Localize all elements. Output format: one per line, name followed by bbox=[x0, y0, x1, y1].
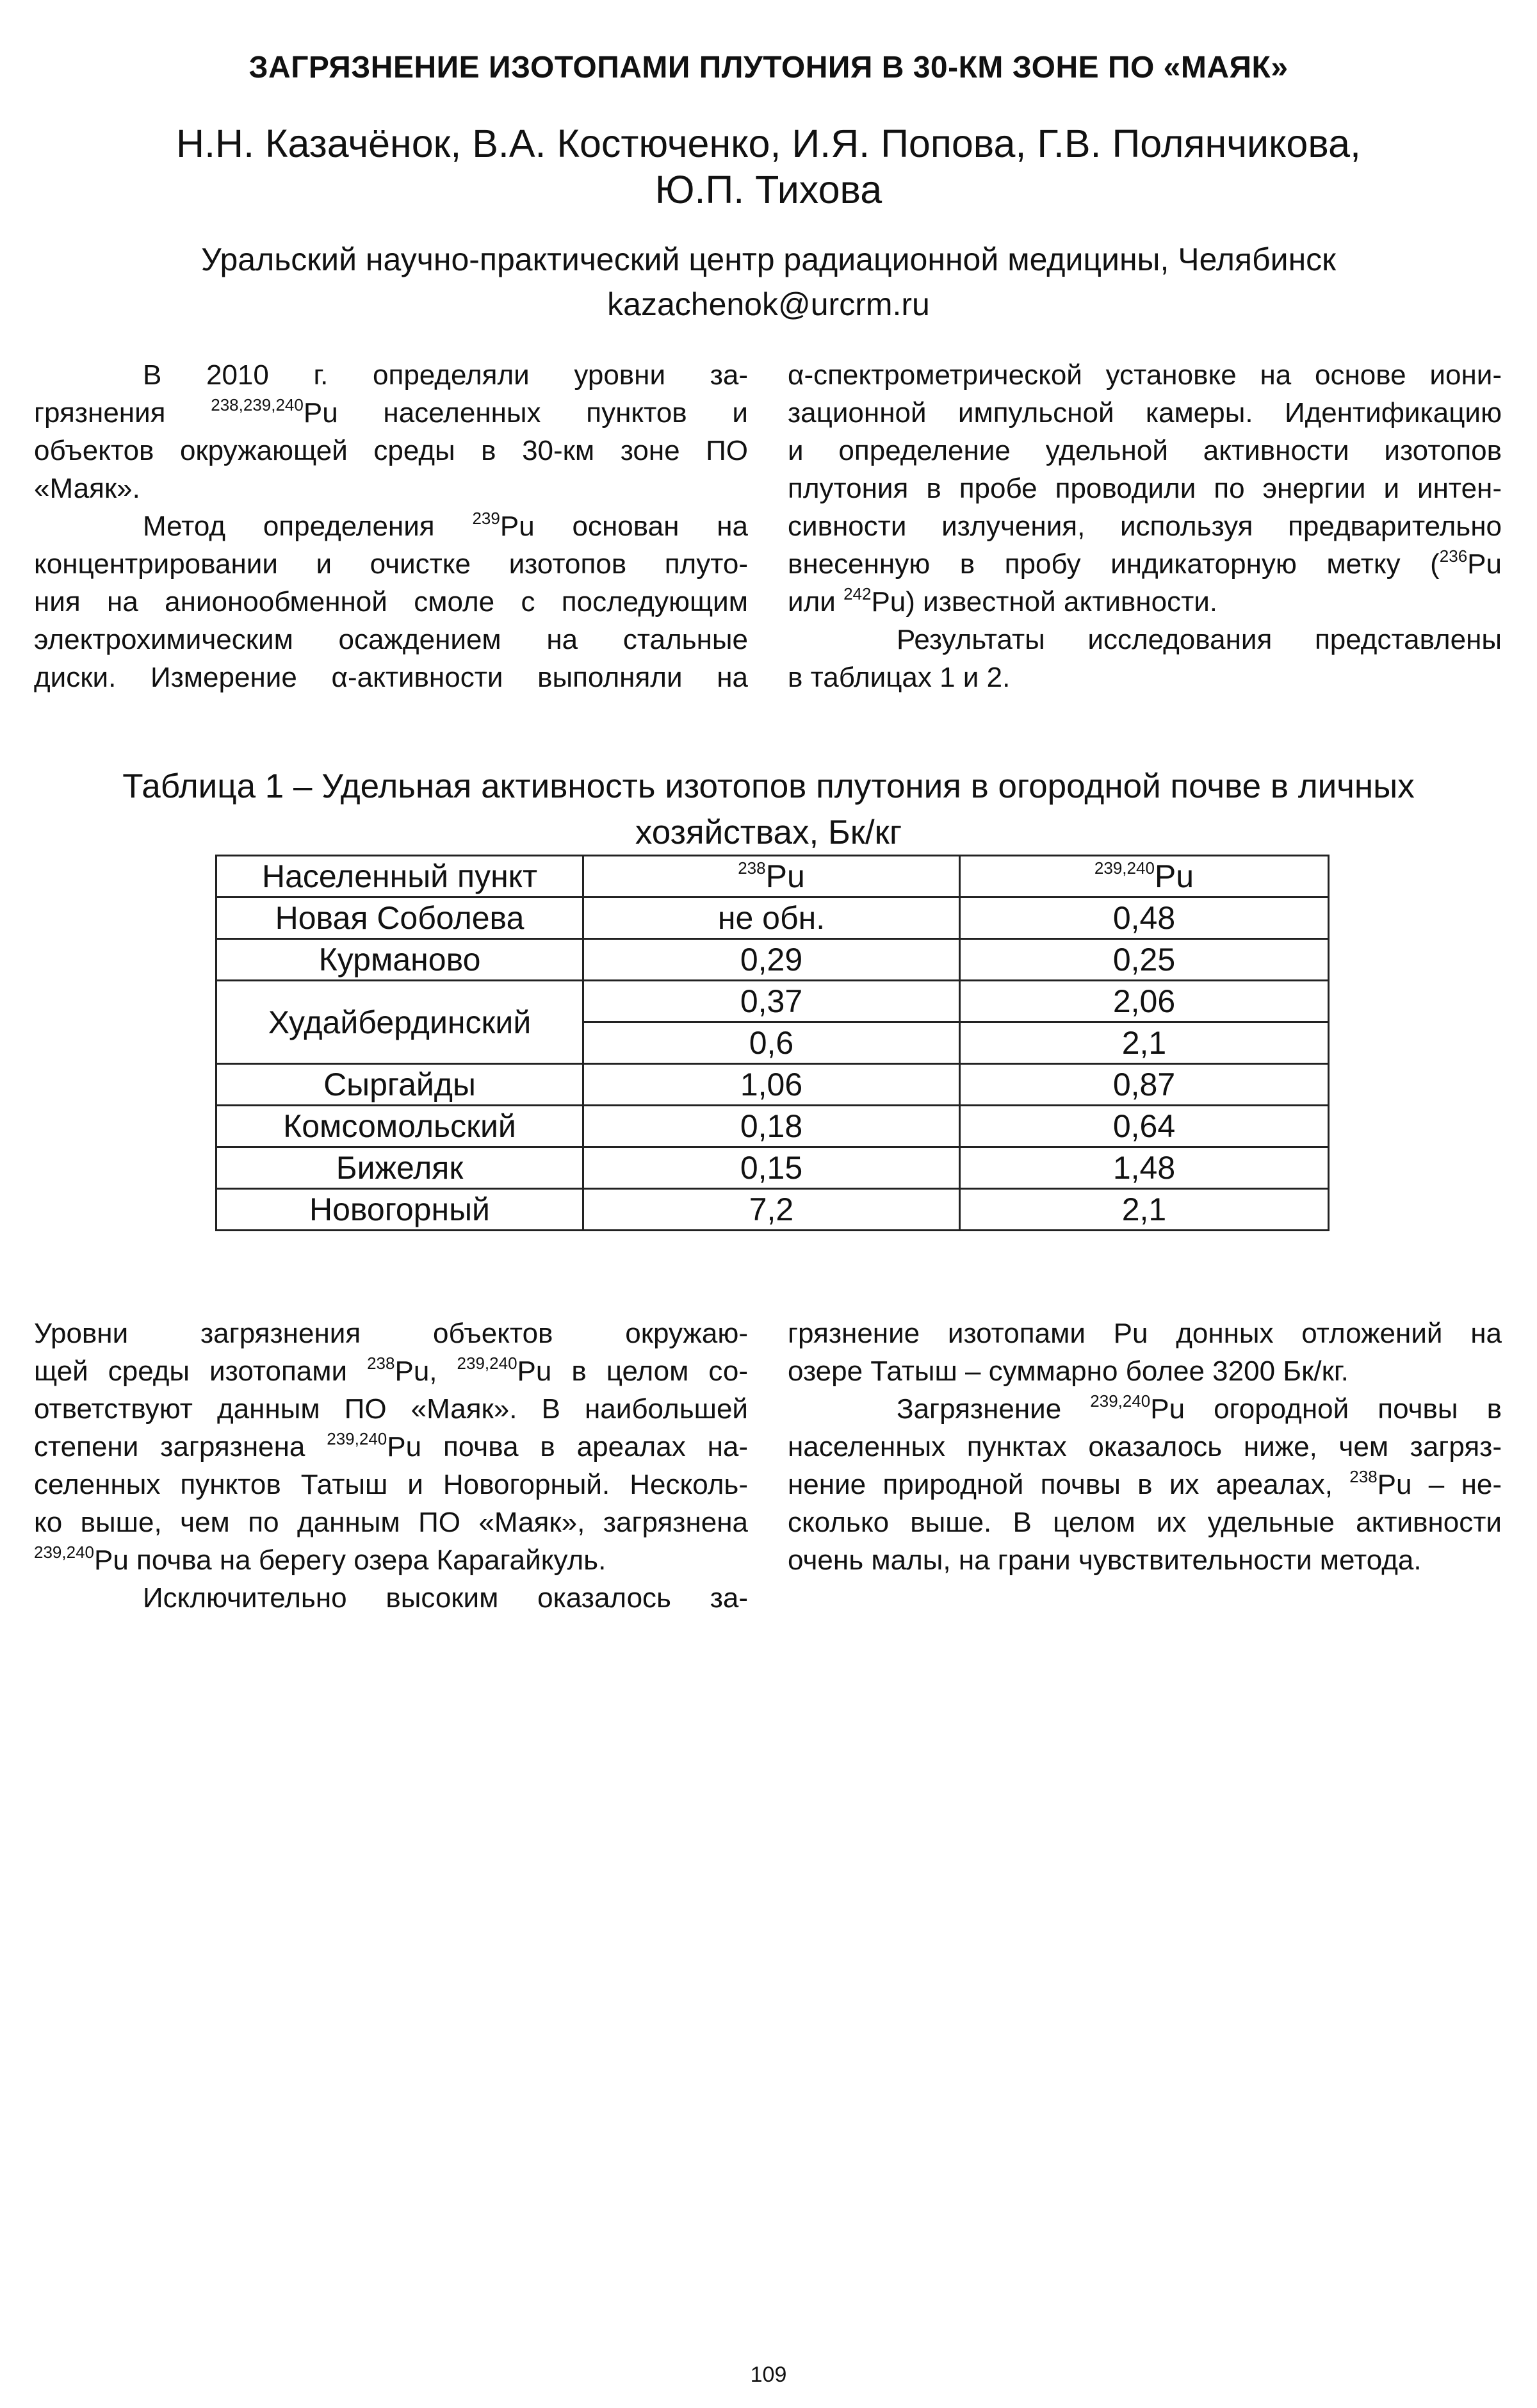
text-line bbox=[34, 1466, 748, 1503]
text-segment: Pu почва на берегу озера Карагайкуль. bbox=[94, 1544, 606, 1576]
pu238-value: 0,15 bbox=[583, 1147, 960, 1189]
text-line bbox=[788, 1541, 1502, 1579]
table-row bbox=[216, 1064, 1329, 1106]
text-segment: Исключительно высоким оказалось за- bbox=[143, 1582, 748, 1614]
text-line bbox=[788, 621, 1502, 659]
text-segment: в таблицах 1 и 2. bbox=[788, 662, 1011, 693]
isotope-superscript: 238 bbox=[738, 858, 766, 878]
text-segment: сивности излучения, используя предварительно bbox=[788, 511, 1502, 542]
header-settlement: Населенный пункт bbox=[216, 856, 583, 897]
table-row bbox=[216, 939, 1329, 981]
text-segment: Pu) известной активности. bbox=[871, 586, 1218, 618]
text-segment: Pu – не- bbox=[1377, 1469, 1502, 1500]
affiliation-name: Уральский научно-практический центр радиационной медицины, Челябинск bbox=[200, 242, 1337, 277]
text-segment: Pu основан на bbox=[500, 511, 748, 542]
results-left-column bbox=[34, 1315, 748, 1617]
text-line bbox=[788, 356, 1502, 394]
text-line bbox=[34, 583, 748, 621]
table-header-row bbox=[216, 856, 1329, 897]
authors-line: Н.Н. Казачёнок, В.А. Костюченко, И.Я. Попова, Г.В. Полянчикова, bbox=[176, 122, 1361, 165]
text-line bbox=[34, 1503, 748, 1541]
text-segment: нение природной почвы в их ареалах, bbox=[788, 1469, 1350, 1500]
text-segment: Pu, bbox=[394, 1356, 457, 1387]
author-email[interactable]: kazachenok@urcrm.ru bbox=[607, 286, 930, 322]
element-symbol: Pu bbox=[1154, 858, 1194, 894]
text-line bbox=[788, 1503, 1502, 1541]
text-line bbox=[788, 1352, 1502, 1390]
text-segment: электрохимическим осаждением на стальные bbox=[34, 624, 748, 655]
pu238-value: 0,29 bbox=[583, 939, 960, 981]
isotope-superscript: 238 bbox=[367, 1354, 395, 1373]
isotope-superscript: 242 bbox=[843, 584, 872, 603]
text-segment: населенных пунктах оказалось ниже, чем загряз- bbox=[788, 1431, 1502, 1462]
text-segment: плутония в пробе проводили по энергии и интен- bbox=[788, 473, 1502, 504]
text-line bbox=[34, 394, 748, 432]
table-caption-line: хозяйствах, Бк/кг bbox=[635, 814, 902, 851]
text-segment: грязнение изотопами Pu донных отложений на bbox=[788, 1318, 1502, 1349]
text-line bbox=[788, 507, 1502, 545]
text-segment: селенных пунктов Татыш и Новогорный. Несколь- bbox=[34, 1469, 748, 1500]
text-segment: Результаты исследования представлены bbox=[897, 624, 1502, 655]
text-segment: Pu в целом со- bbox=[517, 1356, 748, 1387]
plutonium-activity-table bbox=[215, 855, 1330, 1231]
text-line bbox=[788, 659, 1502, 696]
text-segment: концентрировании и очистке изотопов плуто- bbox=[34, 548, 748, 580]
pu239-240-value: 2,1 bbox=[960, 1022, 1329, 1064]
isotope-superscript: 239,240 bbox=[457, 1354, 517, 1373]
text-segment: Pu огородной почвы в bbox=[1150, 1393, 1502, 1425]
settlement-name: Курманово bbox=[216, 939, 583, 981]
text-line bbox=[34, 356, 748, 394]
text-segment: ко выше, чем по данным ПО «Маяк», загрязнена bbox=[34, 1507, 748, 1538]
text-line bbox=[788, 1428, 1502, 1466]
pu239-240-value: 0,48 bbox=[960, 897, 1329, 939]
text-segment: Pu населенных пунктов и bbox=[303, 397, 748, 429]
pu238-value: 0,6 bbox=[583, 1022, 960, 1064]
results-right-column bbox=[788, 1315, 1502, 1579]
text-segment: «Маяк». bbox=[34, 473, 140, 504]
text-line bbox=[788, 432, 1502, 470]
pu239-240-value: 0,64 bbox=[960, 1106, 1329, 1147]
text-line bbox=[34, 1352, 748, 1390]
text-segment: грязнения bbox=[34, 397, 211, 429]
pu238-value: не обн. bbox=[583, 897, 960, 939]
isotope-superscript: 239,240 bbox=[1090, 1391, 1151, 1411]
intro-right-column bbox=[788, 356, 1502, 696]
text-segment: Уровни загрязнения объектов окружаю- bbox=[34, 1318, 748, 1349]
authors-line: Ю.П. Тихова bbox=[655, 168, 882, 211]
isotope-superscript: 238 bbox=[1349, 1467, 1378, 1486]
text-segment: сколько выше. В целом их удельные активности bbox=[788, 1507, 1502, 1538]
pu238-value: 7,2 bbox=[583, 1189, 960, 1231]
table-row bbox=[216, 897, 1329, 939]
pu239-240-value: 0,25 bbox=[960, 939, 1329, 981]
pu239-240-value: 1,48 bbox=[960, 1147, 1329, 1189]
isotope-superscript: 236 bbox=[1439, 546, 1468, 566]
page-number: 109 bbox=[750, 2363, 787, 2387]
text-line bbox=[34, 507, 748, 545]
table-row bbox=[216, 1189, 1329, 1231]
text-segment: диски. Измерение α-активности выполняли на bbox=[34, 662, 748, 693]
pu238-value: 1,06 bbox=[583, 1064, 960, 1106]
text-line bbox=[788, 545, 1502, 583]
article-title: ЗАГРЯЗНЕНИЕ ИЗОТОПАМИ ПЛУТОНИЯ В 30-КМ ЗОНЕ ПО «МАЯК» bbox=[248, 51, 1289, 85]
text-segment: зационной импульсной камеры. Идентификацию bbox=[788, 397, 1502, 429]
table-caption-line: Таблица 1 – Удельная активность изотопов плутония в огородной почве в личных bbox=[122, 767, 1415, 805]
text-segment: и определение удельной активности изотопов bbox=[788, 435, 1502, 466]
isotope-superscript: 239,240 bbox=[327, 1429, 387, 1448]
text-line bbox=[788, 1315, 1502, 1352]
text-segment: внесенную в пробу индикаторную метку ( bbox=[788, 548, 1440, 580]
settlement-name: Комсомольский bbox=[216, 1106, 583, 1147]
settlement-name: Сыргайды bbox=[216, 1064, 583, 1106]
text-segment: В 2010 г. определяли уровни за- bbox=[143, 359, 748, 391]
text-line bbox=[34, 1541, 748, 1579]
isotope-superscript: 239,240 bbox=[34, 1543, 94, 1562]
text-segment: Pu почва в ареалах на- bbox=[387, 1431, 748, 1462]
text-line bbox=[34, 1428, 748, 1466]
settlement-name: Новогорный bbox=[216, 1189, 583, 1231]
text-segment: объектов окружающей среды в 30-км зоне ПО bbox=[34, 435, 748, 466]
text-segment: щей среды изотопами bbox=[34, 1356, 368, 1387]
intro-left-column bbox=[34, 356, 748, 696]
text-line bbox=[788, 583, 1502, 621]
pu239-240-value: 2,1 bbox=[960, 1189, 1329, 1231]
settlement-name: Худайбердинский bbox=[216, 981, 583, 1064]
table-body bbox=[216, 897, 1329, 1231]
text-line bbox=[788, 1466, 1502, 1503]
authors bbox=[0, 120, 1537, 213]
text-segment: α-спектрометрической установке на основе иони- bbox=[788, 359, 1502, 391]
isotope-superscript: 238,239,240 bbox=[211, 395, 304, 414]
header-pu239-240 bbox=[960, 856, 1329, 897]
text-line bbox=[34, 432, 748, 470]
pu238-value: 0,18 bbox=[583, 1106, 960, 1147]
text-line bbox=[34, 659, 748, 696]
text-line bbox=[34, 545, 748, 583]
header-pu238 bbox=[583, 856, 960, 897]
table-row bbox=[216, 1106, 1329, 1147]
element-symbol: Pu bbox=[765, 858, 805, 894]
text-segment: очень малы, на грани чувствительности метода. bbox=[788, 1544, 1422, 1576]
text-line bbox=[34, 621, 748, 659]
text-line bbox=[788, 394, 1502, 432]
settlement-name: Новая Соболева bbox=[216, 897, 583, 939]
text-line bbox=[34, 1315, 748, 1352]
isotope-superscript: 239 bbox=[472, 509, 500, 528]
text-line bbox=[34, 1579, 748, 1617]
text-line bbox=[34, 1390, 748, 1428]
text-segment: или bbox=[788, 586, 844, 618]
text-segment: Pu bbox=[1467, 548, 1502, 580]
text-line bbox=[34, 470, 748, 507]
text-segment: озере Татыш – суммарно более 3200 Бк/кг. bbox=[788, 1356, 1349, 1387]
table-row bbox=[216, 1147, 1329, 1189]
text-line bbox=[788, 470, 1502, 507]
pu238-value: 0,37 bbox=[583, 981, 960, 1022]
text-segment: Метод определения bbox=[143, 511, 473, 542]
text-line bbox=[788, 1390, 1502, 1428]
text-segment: ответствуют данным ПО «Маяк». В наибольшей bbox=[34, 1393, 748, 1425]
table-row bbox=[216, 981, 1329, 1022]
affiliation bbox=[0, 237, 1537, 327]
isotope-superscript: 239,240 bbox=[1094, 858, 1155, 878]
pu239-240-value: 0,87 bbox=[960, 1064, 1329, 1106]
text-segment: степени загрязнена bbox=[34, 1431, 327, 1462]
text-segment: ния на анионообменной смоле с последующим bbox=[34, 586, 748, 618]
table-caption bbox=[0, 764, 1537, 856]
text-segment: Загрязнение bbox=[897, 1393, 1091, 1425]
pu239-240-value: 2,06 bbox=[960, 981, 1329, 1022]
settlement-name: Бижеляк bbox=[216, 1147, 583, 1189]
